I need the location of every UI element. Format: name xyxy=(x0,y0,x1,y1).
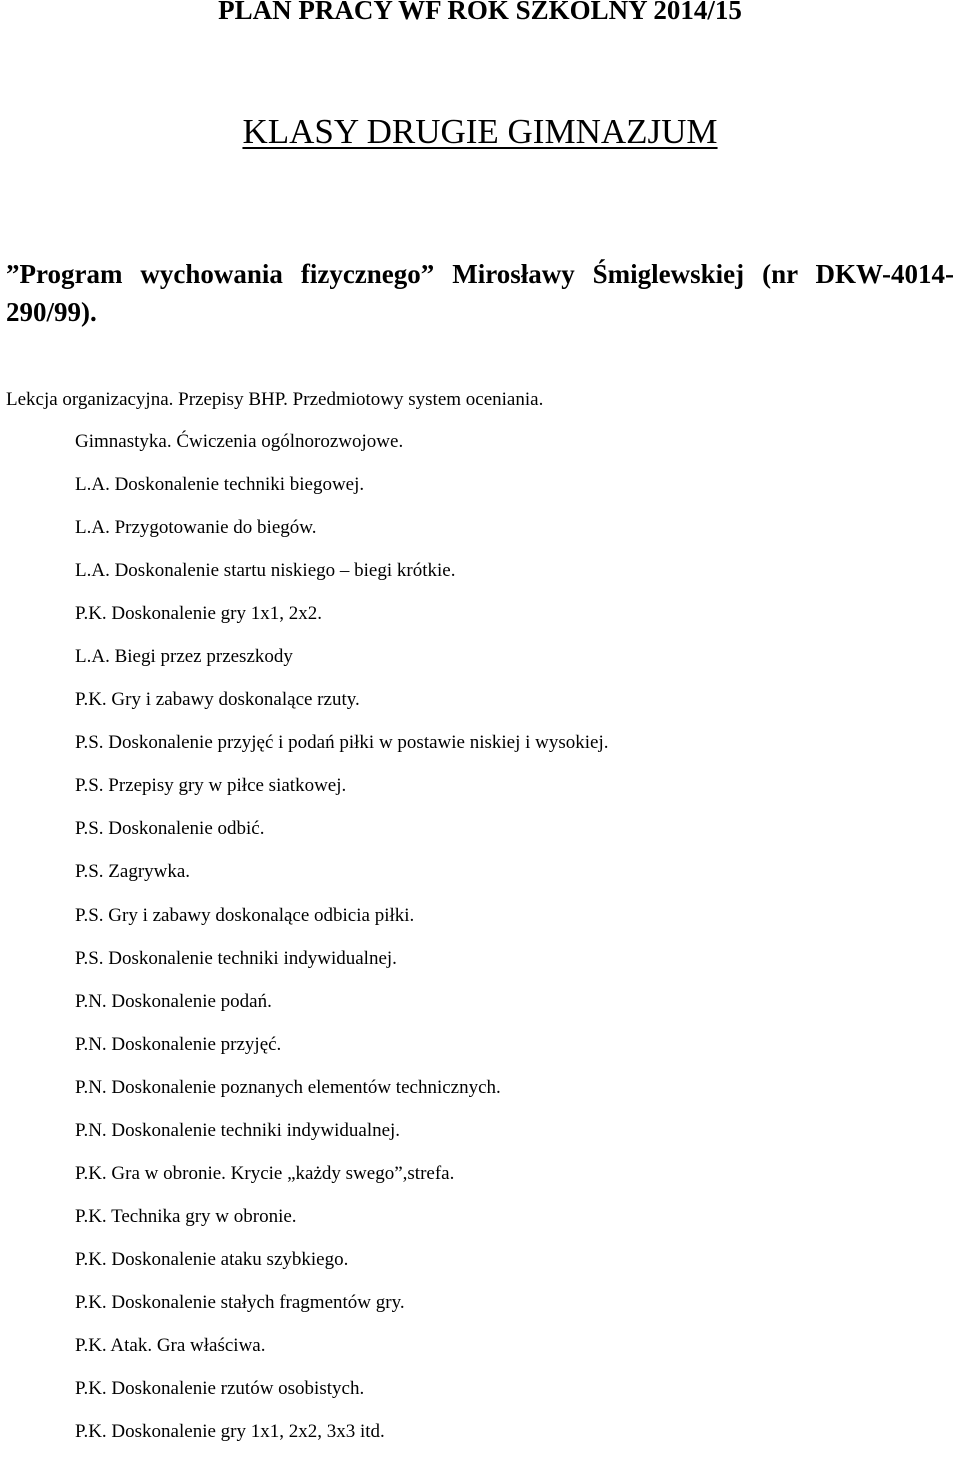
list-item: P.K. Atak. Gra właściwa. xyxy=(75,1334,266,1356)
list-item: P.K. Doskonalenie stałych fragmentów gry. xyxy=(75,1291,405,1313)
list-item: P.K. Technika gry w obronie. xyxy=(75,1205,297,1227)
list-item: P.K. Gry i zabawy doskonalące rzuty. xyxy=(75,689,360,711)
subtitle-text: KLASY DRUGIE GIMNAZJUM xyxy=(242,112,718,151)
list-item: P.N. Doskonalenie poznanych elementów technicznych. xyxy=(75,1076,501,1098)
list-item: P.S. Zagrywka. xyxy=(75,861,191,883)
list-item: P.S. Doskonalenie odbić. xyxy=(75,818,265,840)
list-item: P.K. Gra w obronie. Krycie „każdy swego”,strefa. xyxy=(75,1162,455,1184)
list-item: P.N. Doskonalenie przyjęć. xyxy=(75,1033,282,1055)
document-subtitle xyxy=(0,112,960,152)
list-item: P.S. Przepisy gry w piłce siatkowej. xyxy=(75,775,347,797)
list-item: P.K. Doskonalenie gry 1x1, 2x2. xyxy=(75,603,322,625)
list-item: P.K. Doskonalenie rzutów osobistych. xyxy=(75,1378,365,1400)
list-item: L.A. Doskonalenie techniki biegowej. xyxy=(75,474,365,496)
program-reference-line-1: ”Program wychowania fizycznego” Mirosławy Śmiglewskiej (nr DKW-4014- xyxy=(6,259,954,289)
program-reference-line-2: 290/99). xyxy=(6,297,97,327)
list-item: L.A. Przygotowanie do biegów. xyxy=(75,517,317,539)
list-item: P.S. Doskonalenie techniki indywidualnej. xyxy=(75,947,397,969)
list-item: L.A. Doskonalenie startu niskiego – biegi krótkie. xyxy=(75,560,456,582)
document-title: PLAN PRACY WF ROK SZKOLNY 2014/15 xyxy=(218,0,742,25)
list-item: L.A. Biegi przez przeszkody xyxy=(75,646,293,668)
list-item: P.S. Doskonalenie przyjęć i podań piłki w postawie niskiej i wysokiej. xyxy=(75,732,609,754)
list-item: P.N. Doskonalenie techniki indywidualnej. xyxy=(75,1119,401,1141)
list-item: P.S. Gry i zabawy doskonalące odbicia piłki. xyxy=(75,904,415,926)
first-lesson-item: Lekcja organizacyjna. Przepisy BHP. Przedmiotowy system oceniania. xyxy=(6,389,544,410)
list-item: P.K. Doskonalenie gry 1x1, 2x2, 3x3 itd. xyxy=(75,1421,385,1443)
list-item: P.K. Doskonalenie ataku szybkiego. xyxy=(75,1248,349,1270)
lesson-topics-list xyxy=(75,430,609,1463)
list-item: P.N. Doskonalenie podań. xyxy=(75,990,272,1012)
list-item: Gimnastyka. Ćwiczenia ogólnorozwojowe. xyxy=(75,431,404,452)
